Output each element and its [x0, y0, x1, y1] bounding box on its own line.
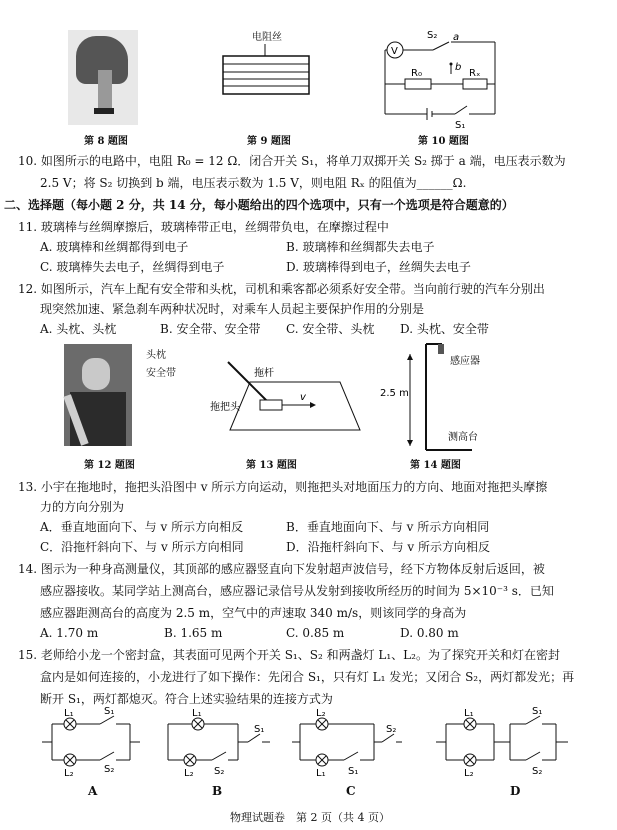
circuit-b-l2: L₂ — [184, 768, 194, 779]
q15-line1: 15. 老师给小龙一个密封盒，其表面可见两个开关 S₁、S₂ 和两盏灯 L₁、L₂。为了探究开关和灯在密封 — [18, 648, 560, 662]
fig13-mop — [210, 360, 370, 440]
q14-option-c[interactable]: C. 0.85 m — [286, 626, 345, 640]
fig12-caption: 第 12 题图 — [84, 460, 135, 471]
q14-option-b[interactable]: B. 1.65 m — [164, 626, 223, 640]
circuit-a-s1: S₁ — [104, 706, 115, 717]
fig12-headrest: 头枕 — [146, 350, 166, 361]
q14-option-d[interactable]: D. 0.80 m — [400, 626, 459, 640]
q13-line1: 13. 小宇在拖地时，拖把头沿图中 v 所示方向运动，则拖把头对地面压力的方向、地面对拖把头摩擦 — [18, 480, 548, 494]
fig14-platform: 测高台 — [448, 432, 478, 443]
q11-option-d[interactable]: D. 玻璃棒得到电子，丝绸失去电子 — [286, 260, 471, 274]
q12-option-d[interactable]: D. 头枕、安全带 — [400, 322, 489, 336]
q14-line2: 感应器接收。某同学站上测高台，感应器记录信号从发射到接收所经历的时间为 5×10⁻³ s．已知 — [40, 584, 554, 598]
section-title: 二、选择题（每小题 2 分，共 14 分，每小题给出的四个选项中，只有一个选项是符合题意的） — [4, 198, 514, 212]
circuit-c-s2: S₂ — [386, 724, 397, 735]
q12-option-c[interactable]: C. 安全带、头枕 — [286, 322, 375, 336]
circuit-b-l1: L₁ — [192, 708, 202, 719]
fig10-rx: Rₓ — [469, 68, 481, 79]
q10-line2: 2.5 V；将 S₂ 切换到 b 端，电压表示数为 1.5 V，则电阻 Rₓ 的阻值为______Ω. — [40, 176, 467, 190]
fig9-caption: 第 9 题图 — [247, 136, 291, 147]
q13-option-a[interactable]: A．垂直地面向下、与 v 所示方向相反 — [40, 520, 244, 534]
page-footer: 物理试题卷 第 2 页（共 4 页） — [230, 811, 390, 824]
circuit-c-l2: L₂ — [316, 708, 326, 719]
fig10-v-label: V — [391, 46, 398, 57]
circuit-a-l1: L₁ — [64, 708, 74, 719]
q10-line1: 10. 如图所示的电路中，电阻 R₀ = 12 Ω．闭合开关 S₁，将单刀双掷开关 S₂ 掷于 a 端，电压表示数为 — [18, 154, 566, 168]
q13-line2: 力的方向分别为 — [40, 500, 125, 514]
circuit-c[interactable] — [292, 708, 402, 779]
q15-line3: 断开 S₁，两灯都熄灭。符合上述实验结果的连接方式为 — [40, 692, 333, 706]
q14-line3: 感应器距测高台的高度为 2.5 m，空气中的声速取 340 m/s，则该同学的身高为 — [40, 606, 467, 620]
q11-option-a[interactable]: A. 玻璃棒和丝绸都得到电子 — [40, 240, 189, 254]
q13-option-b[interactable]: B．垂直地面向下、与 v 所示方向相同 — [286, 520, 490, 534]
circuit-d-s2: S₂ — [532, 766, 543, 777]
q13-option-d[interactable]: D．沿拖杆斜向下、与 v 所示方向相反 — [286, 540, 491, 554]
circuit-a-l2: L₂ — [64, 768, 74, 779]
fig10-r0: R₀ — [411, 68, 422, 79]
circuit-d-label[interactable]: D — [510, 784, 521, 798]
q12-option-a[interactable]: A. 头枕、头枕 — [40, 322, 117, 336]
q12-option-b[interactable]: B. 安全带、安全带 — [160, 322, 261, 336]
circuit-d[interactable] — [436, 706, 576, 779]
circuit-c-label[interactable]: C — [346, 784, 356, 798]
fig10-s1: S₁ — [455, 120, 466, 131]
circuit-b[interactable] — [162, 708, 272, 779]
fig12-belt: 安全带 — [146, 368, 176, 379]
circuit-b-s2: S₂ — [214, 766, 225, 777]
fig14-caption: 第 14 题图 — [410, 460, 461, 471]
q11-option-b[interactable]: B. 玻璃棒和丝绸都失去电子 — [286, 240, 435, 254]
q13-option-c[interactable]: C．沿拖杆斜向下、与 v 所示方向相同 — [40, 540, 244, 554]
fig13-caption: 第 13 题图 — [246, 460, 297, 471]
fig13-v: v — [300, 392, 306, 403]
fig14-height: 2.5 m — [380, 388, 409, 399]
q14-option-a[interactable]: A. 1.70 m — [40, 626, 99, 640]
fig8-caption: 第 8 题图 — [84, 136, 128, 147]
fig13-head: 拖把头 — [210, 402, 240, 413]
fig10-a: a — [453, 32, 460, 43]
fig12-photo — [64, 344, 132, 446]
q14-line1: 14. 图示为一种身高测量仪，其顶部的感应器竖直向下发射超声波信号，经下方物体反射后返回，被 — [18, 562, 545, 576]
circuit-c-s1: S₁ — [348, 766, 359, 777]
fig13-rod: 拖杆 — [254, 368, 274, 379]
circuit-a[interactable] — [42, 706, 142, 779]
fig8-photo — [68, 30, 138, 125]
circuit-d-s1: S₁ — [532, 706, 543, 717]
circuit-b-s1: S₁ — [254, 724, 265, 735]
circuit-b-label[interactable]: B — [212, 784, 223, 798]
fig10-caption: 第 10 题图 — [418, 136, 469, 147]
fig10-b: b — [455, 62, 462, 73]
q12-line2: 现突然加速、紧急刹车两种状况时，对乘车人员起主要保护作用的分别是 — [40, 302, 425, 316]
fig10-circuit — [385, 28, 505, 131]
fig14-height-meter — [380, 340, 500, 452]
circuit-c-l1: L₁ — [316, 768, 326, 779]
fig14-sensor: 感应器 — [450, 356, 480, 367]
q11-stem: 11. 玻璃棒与丝绸摩擦后，玻璃棒带正电，丝绸带负电，在摩擦过程中 — [18, 220, 389, 234]
circuit-a-label[interactable]: A — [88, 784, 98, 798]
q11-option-c[interactable]: C. 玻璃棒失去电子，丝绸得到电子 — [40, 260, 225, 274]
circuit-d-l1: L₁ — [464, 708, 474, 719]
circuit-a-s2: S₂ — [104, 764, 115, 775]
q15-line2: 盒内是如何连接的，小龙进行了如下操作：先闭合 S₁，只有灯 L₁ 发光；又闭合 S₂，两灯都发光；再 — [40, 670, 575, 684]
fig10-s2: S₂ — [427, 30, 438, 41]
fig9-resistor-wire — [215, 42, 315, 102]
circuit-d-l2: L₂ — [464, 768, 474, 779]
q12-line1: 12. 如图所示，汽车上配有安全带和头枕，司机和乘客都必须系好安全带。当向前行驶的汽车分别出 — [18, 282, 545, 296]
fig9-label: 电阻丝 — [252, 32, 282, 43]
